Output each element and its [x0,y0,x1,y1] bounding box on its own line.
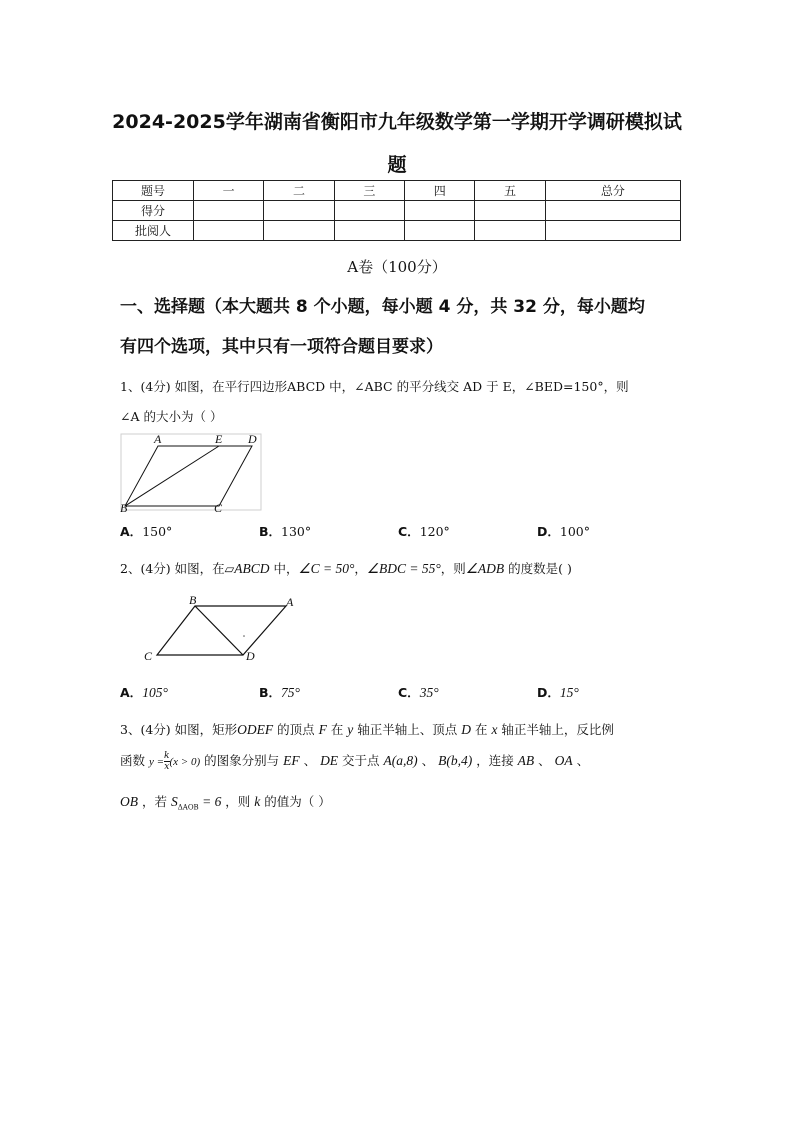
q3-point-a: A(a,8) [383,753,418,768]
q3-seg-ab: AB [517,753,535,768]
q3-l1-prefix: 3、(4分) 如图，矩形 [120,722,238,737]
q2-figure-dot [243,635,245,637]
q3-area-symbol: S [170,794,178,809]
q3-l1-mid2: 在 [326,722,348,737]
q3-l1-mid3: 轴正半轴上、顶点 [353,722,462,737]
reviewer-cell [405,221,475,241]
header-cell: 一 [194,181,264,201]
option-text: 105° [142,685,168,700]
score-cell [475,201,545,221]
q3-area-value: = 6 [198,794,222,809]
q2-figure [140,592,300,664]
q3-text-line2 [120,751,589,772]
q3-seg-oa: OA [554,753,573,768]
doc-title-line2: 题 [387,154,407,176]
q2-text [120,559,572,577]
q2-option-b[interactable] [259,683,300,701]
q3-y-axis: y [347,722,354,737]
score-table [112,180,681,241]
score-row [113,201,681,221]
q1-bisector-line [125,446,219,506]
option-letter: B． [259,524,282,539]
q3-text-line3 [120,792,331,812]
reviewer-cell [545,221,680,241]
q2-sep: ， [354,561,367,576]
header-cell: 题号 [113,181,194,201]
q3-l3-suffix: 的值为（ ） [260,794,331,809]
q2-prefix: 2、(4分) 如图，在 [120,561,225,576]
q3-l2-sep2: 、 [417,753,439,768]
option-text: 35° [419,685,439,700]
q3-l2-end: 、 [572,753,590,768]
fraction-denominator: x [164,762,170,772]
q3-x-axis: x [491,722,498,737]
q2-shape-name: ABCD [234,561,270,576]
score-cell [264,201,334,221]
q3-l3-mid2: ，则 [221,794,255,809]
q2-angle-c: ∠C = 50° [298,561,355,576]
q3-l1-mid4: 在 [471,722,492,737]
q1-option-b[interactable] [259,522,311,540]
q1-label-d: D [248,432,257,446]
header-cell: 四 [405,181,475,201]
section-heading-line1: 一、选择题（本大题共 8 个小题，每小题 4 分，共 32 分，每小题均 [120,297,645,317]
q1-label-b: B [120,501,128,514]
option-text: 120° [419,524,450,539]
q2-label-c: C [144,649,153,663]
option-letter: D． [537,685,560,700]
q3-point-f: F [318,722,327,737]
option-letter: B． [259,685,282,700]
q1-figure [118,430,264,514]
section-heading-line2: 有四个选项，其中只有一项符合题目要求） [120,337,443,357]
q3-k: k [254,794,261,809]
score-cell [405,201,475,221]
q2-angle-bdc: ∠BDC = 55° [366,561,441,576]
reviewer-cell [264,221,334,241]
q3-l1-mid: 的顶点 [273,722,319,737]
score-cell [545,201,680,221]
q3-seg-ef: EF [283,753,300,768]
q2-angle-adb: ∠ADB [465,561,505,576]
q3-rect-name: ODEF [237,722,274,737]
q3-l2-mid2: 交于点 [338,753,384,768]
q2-mid2: ，则 [440,561,466,576]
q3-l2-suffix: ，连接 [472,753,518,768]
q3-l2-mid: 的图象分别与 [200,753,284,768]
row-label: 得分 [113,201,194,221]
q1-option-c[interactable] [398,522,450,540]
q2-label-d: D [246,649,255,663]
option-letter: C． [398,524,420,539]
q2-label-b: B [189,593,197,607]
option-text: 130° [281,524,312,539]
q2-diagonal-bd [195,606,243,655]
reviewer-cell [475,221,545,241]
reviewer-cell [334,221,404,241]
q1-text-line1: 1、(4分) 如图，在平行四边形ABCD 中，∠ABC 的平分线交 AD 于 E，∠BED=150°，则 [120,379,629,394]
q2-label-a: A [286,595,294,609]
q3-l1-suffix: 轴正半轴上，反比例 [497,722,614,737]
reviewer-row [113,221,681,241]
q3-func-lhs: y = [148,756,165,768]
q1-option-d[interactable] [537,522,590,540]
q1-text-line2: ∠A 的大小为（ ） [120,409,223,424]
option-text: 75° [281,685,300,700]
q3-l2-sep: 、 [299,753,321,768]
fraction-numerator: k [164,751,170,761]
header-cell: 三 [334,181,404,201]
row-label: 批阅人 [113,221,194,241]
header-cell: 五 [475,181,545,201]
score-cell [334,201,404,221]
q2-mid1: 中， [269,561,299,576]
reviewer-cell [194,221,264,241]
volume-heading: A卷（100分） [347,258,447,276]
header-cell: 总分 [545,181,680,201]
parallelogram-symbol: ▱ [224,561,235,576]
q1-label-e: E [215,432,223,446]
q3-text-line1 [120,720,614,738]
option-letter: C． [398,685,420,700]
q3-seg-ob: OB [120,794,138,809]
option-letter: D． [537,524,560,539]
option-letter: A． [120,524,143,539]
q3-area-subscript: ΔAOB [177,803,199,812]
doc-title-line1: 2024-2025学年湖南省衡阳市九年级数学第一学期开学调研模拟试 [112,111,682,133]
q2-option-d[interactable] [537,683,579,701]
header-cell: 二 [264,181,334,201]
q1-parallelogram [125,446,252,506]
q2-option-a[interactable] [120,683,168,701]
q3-l2-prefix: 函数 [120,753,149,768]
q1-figure-frame [121,434,261,510]
q2-parallelogram [157,606,286,655]
q3-l2-sep3: 、 [534,753,555,768]
q3-func-domain: (x > 0) [169,756,201,768]
score-table-header-row [113,181,681,201]
q1-label-c: C [214,501,223,514]
q1-option-a[interactable] [120,522,172,540]
q1-label-a: A [154,432,162,446]
q3-seg-de: DE [320,753,339,768]
q2-suffix: 的度数是( ) [504,561,572,576]
option-text: 100° [559,524,590,539]
option-text: 15° [559,685,579,700]
option-text: 150° [142,524,173,539]
q3-point-d: D [461,722,471,737]
q3-l3-mid: ，若 [138,794,171,809]
q3-point-b: B(b,4) [438,753,473,768]
score-cell [194,201,264,221]
q2-option-c[interactable] [398,683,439,701]
option-letter: A． [120,685,143,700]
